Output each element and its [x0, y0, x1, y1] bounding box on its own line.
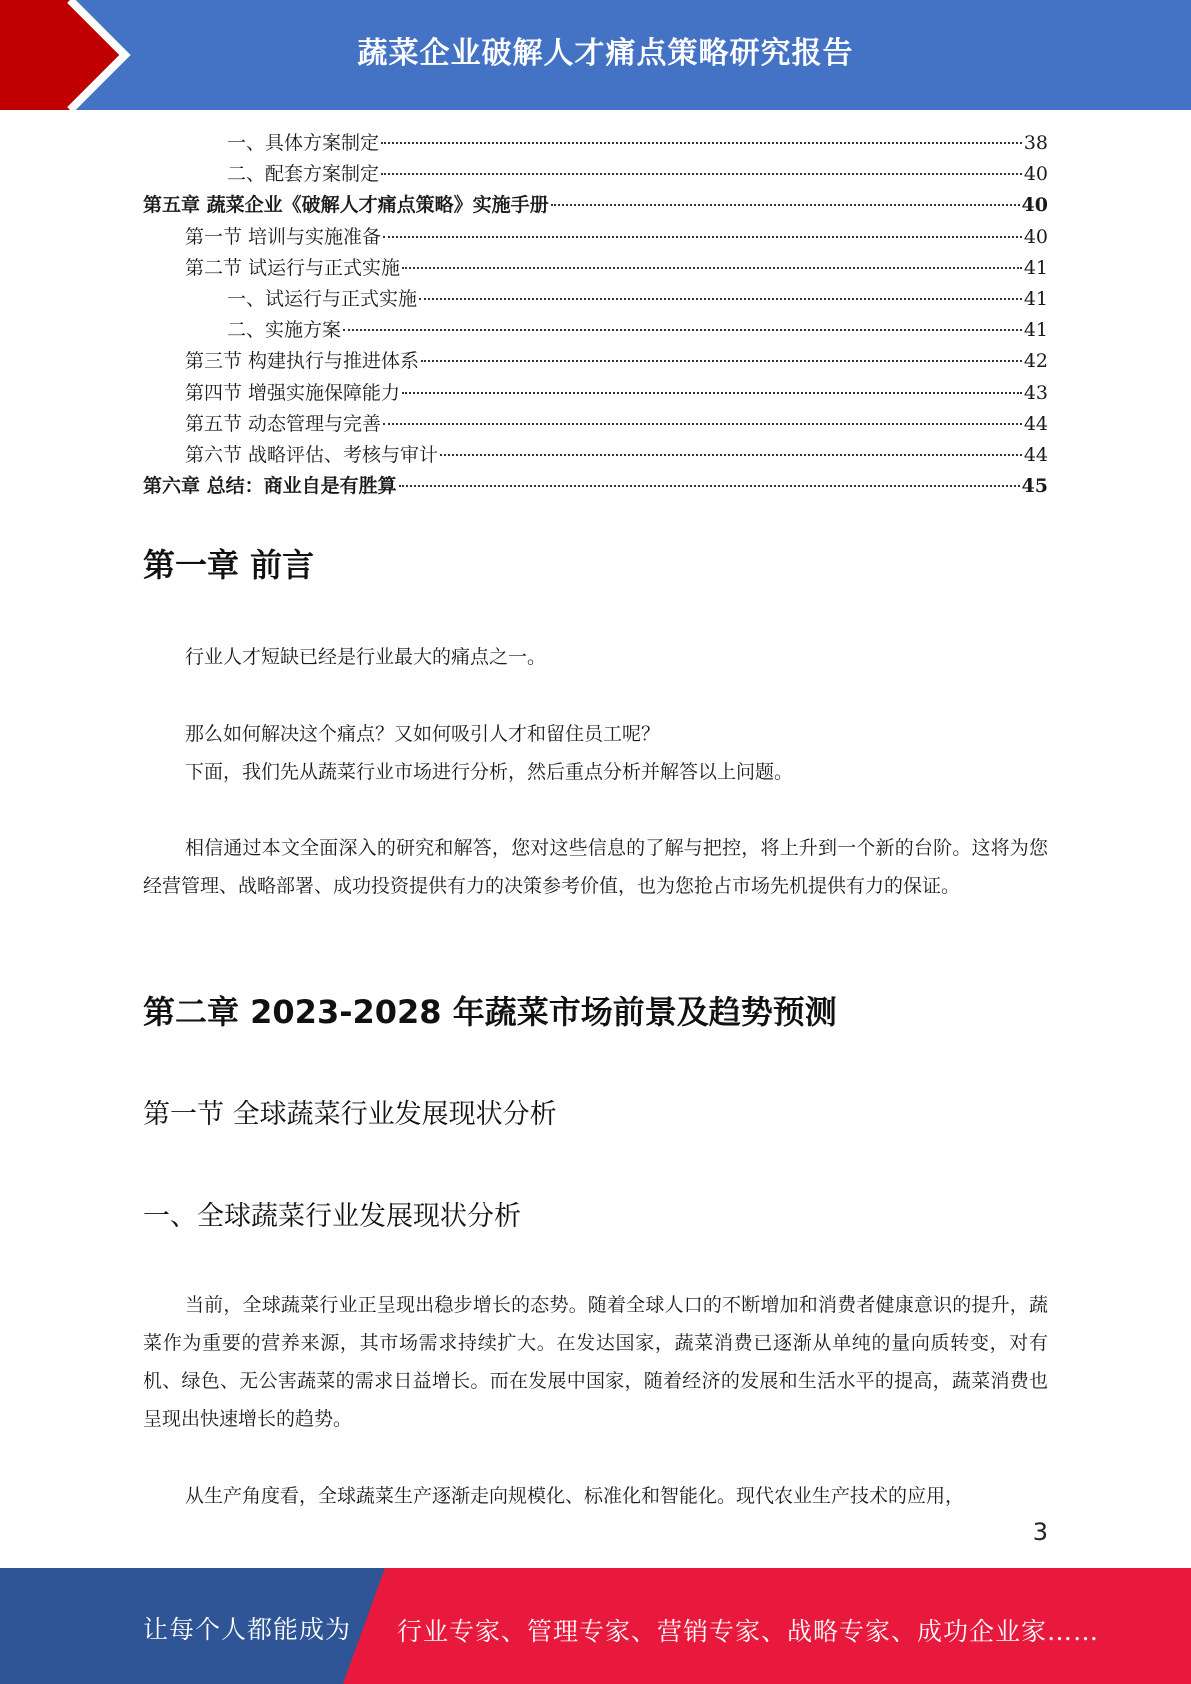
- toc-entry-page: 41: [1023, 256, 1048, 279]
- paragraph: 相信通过本文全面深入的研究和解答，您对这些信息的了解与把控，将上升到一个新的台阶。这将为您经营管理、战略部署、成功投资提供有力的决策参考价值，也为您抢占市场先机提供有力的保证。: [143, 837, 1048, 897]
- paragraph: 从生产角度看，全球蔬菜生产逐渐走向规模化、标准化和智能化。现代农业生产技术的应用，: [185, 1485, 965, 1507]
- toc-entry-page: 41: [1023, 287, 1048, 310]
- toc-entry-page: 38: [1023, 132, 1048, 154]
- paragraph: 下面，我们先从蔬菜行业市场进行分析，然后重点分析并解答以上问题。: [185, 761, 794, 783]
- toc-entry-title: 一、具体方案制定: [227, 132, 380, 154]
- section-heading-block: [143, 1092, 1048, 1131]
- section-heading: 第一节 全球蔬菜行业发展现状分析: [143, 1099, 557, 1130]
- toc-entry[interactable]: [143, 440, 1048, 471]
- toc-dot-leader: [402, 267, 1022, 269]
- chapter-1: [143, 540, 1048, 586]
- toc-entry-title: 第二节 试运行与正式实施: [185, 256, 401, 279]
- page-header: [0, 0, 1191, 110]
- toc-entry-title: 第五节 动态管理与完善: [185, 412, 382, 435]
- toc-entry[interactable]: [143, 222, 1048, 253]
- report-title: 蔬菜企业破解人才痛点策略研究报告: [357, 36, 854, 71]
- chapter-1-body-2: [143, 715, 1048, 791]
- table-of-contents: [143, 128, 1048, 502]
- toc-entry-title: 第四节 增强实施保障能力: [185, 381, 401, 404]
- toc-entry-page: 40: [1021, 194, 1048, 217]
- toc-entry-page: 44: [1023, 412, 1048, 435]
- paragraph: 行业人才短缺已经是行业最大的痛点之一。: [185, 646, 547, 668]
- toc-dot-leader: [419, 298, 1022, 300]
- toc-entry[interactable]: [143, 471, 1048, 502]
- chapter-1-heading: 第一章 前言: [143, 546, 315, 584]
- toc-entry-page: 40: [1023, 163, 1048, 186]
- toc-entry-page: 44: [1023, 443, 1048, 466]
- paragraph: 那么如何解决这个痛点？又如何吸引人才和留住员工呢？: [185, 723, 661, 745]
- chapter-2-body: [143, 1286, 1048, 1438]
- toc-entry-title: 第一节 培训与实施准备: [185, 225, 382, 248]
- toc-dot-leader: [343, 329, 1022, 331]
- toc-entry[interactable]: [143, 409, 1048, 440]
- toc-entry-title: 二、配套方案制定: [227, 163, 380, 186]
- page-number: 3: [1032, 1518, 1048, 1546]
- toc-entry-title: 第五章 蔬菜企业《破解人才痛点策略》实施手册: [143, 194, 549, 217]
- toc-entry[interactable]: [143, 159, 1048, 190]
- toc-entry[interactable]: [143, 253, 1048, 284]
- toc-entry[interactable]: [143, 128, 1048, 159]
- toc-dot-leader: [381, 173, 1022, 175]
- toc-dot-leader: [440, 454, 1022, 456]
- toc-entry-title: 二、实施方案: [227, 319, 342, 342]
- toc-dot-leader: [421, 360, 1022, 362]
- toc-entry[interactable]: [143, 378, 1048, 409]
- chapter-1-body-3: [143, 829, 1048, 905]
- toc-entry-title: 第三节 构建执行与推进体系: [185, 350, 420, 373]
- paragraph: 当前，全球蔬菜行业正呈现出稳步增长的态势。随着全球人口的不断增加和消费者健康意识的提升，蔬菜作为重要的营养来源，其市场需求持续扩大。在发达国家，蔬菜消费已逐渐从单纯的量向质转变，对有机、绿色、无公害蔬菜的需求日益增长。而在发展中国家，随着经济的发展和生活水平的提高，蔬菜消费也呈现出快速增长的趋势。: [143, 1294, 1048, 1430]
- toc-entry-title: 第六节 战略评估、考核与审计: [185, 443, 439, 466]
- toc-entry[interactable]: [143, 284, 1048, 315]
- toc-entry[interactable]: [143, 315, 1048, 346]
- toc-entry-page: 45: [1021, 475, 1048, 498]
- toc-dot-leader: [399, 485, 1020, 487]
- subsection-heading-block: [143, 1194, 1048, 1233]
- subsection-heading: 一、全球蔬菜行业发展现状分析: [143, 1201, 521, 1232]
- toc-dot-leader: [381, 142, 1022, 144]
- chapter-1-body: [143, 638, 1048, 676]
- toc-entry-page: 40: [1023, 225, 1048, 248]
- toc-dot-leader: [551, 204, 1020, 206]
- footer-slogan-right: 行业专家、管理专家、营销专家、战略专家、成功企业家……: [397, 1617, 1100, 1646]
- toc-dot-leader: [383, 236, 1022, 238]
- toc-entry[interactable]: [143, 190, 1048, 221]
- toc-entry-page: 42: [1023, 350, 1048, 373]
- toc-entry[interactable]: [143, 346, 1048, 377]
- chapter-2-heading: 第二章 2023-2028 年蔬菜市场前景及趋势预测: [143, 993, 837, 1031]
- page-footer: [0, 1568, 1191, 1684]
- toc-entry-page: 41: [1023, 319, 1048, 342]
- toc-dot-leader: [402, 392, 1022, 394]
- footer-slogan-left: 让每个人都能成为: [143, 1615, 352, 1644]
- chapter-2-body-2: [143, 1477, 1048, 1515]
- toc-entry-title: 一、试运行与正式实施: [227, 287, 418, 310]
- toc-entry-page: 43: [1023, 381, 1048, 404]
- toc-entry-title: 第六章 总结：商业自是有胜算: [143, 475, 397, 498]
- toc-dot-leader: [383, 423, 1022, 425]
- chapter-2: [143, 987, 1048, 1033]
